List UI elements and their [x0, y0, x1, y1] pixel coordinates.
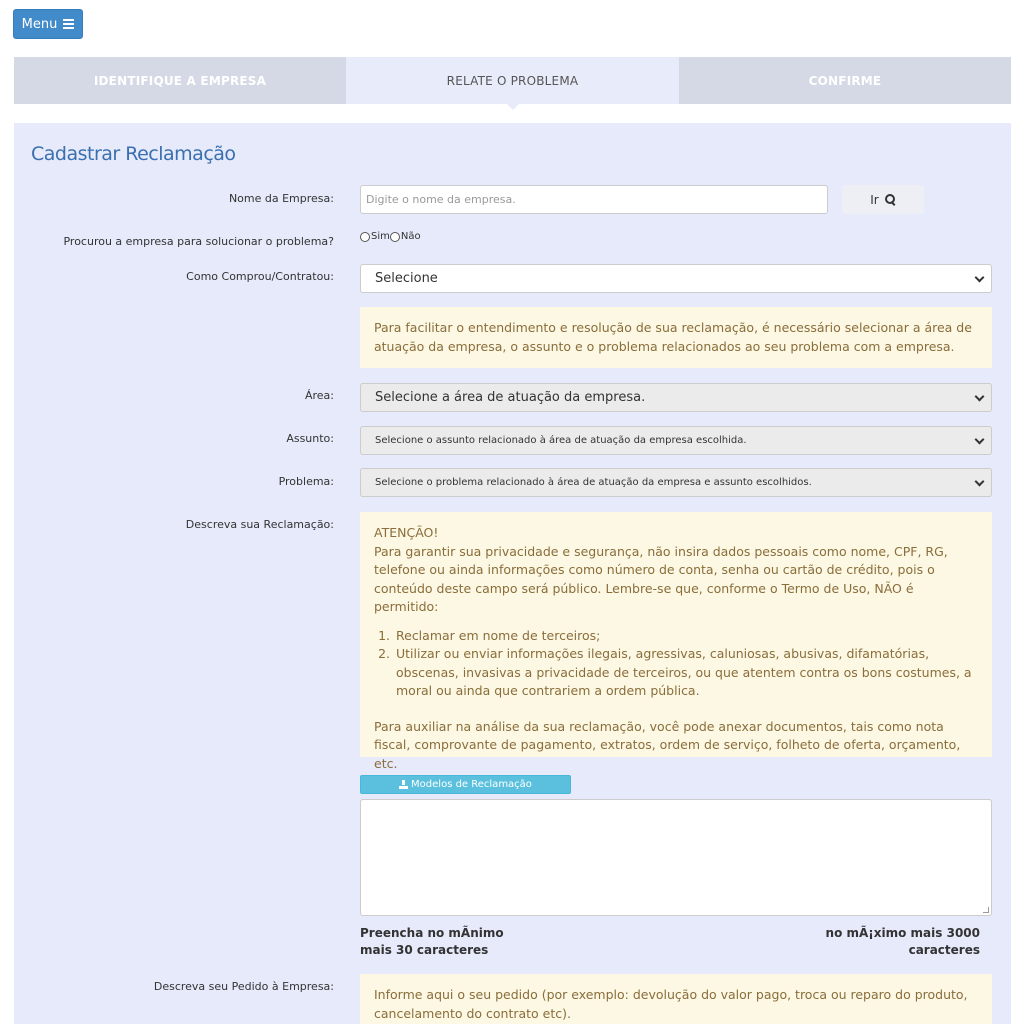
classification-notice: Para facilitar o entendimento e resolução de sua reclamação, é necessário selecionar a área de atuação da empresa, o assunto e o problema relacionados ao seu problema com a empresa. — [360, 307, 992, 368]
min-hint-line: mais 30 caracteres — [360, 943, 489, 957]
max-hint-line: caracteres — [908, 943, 980, 957]
attach-text: Para auxiliar na análise da sua reclamação, você pode anexar documentos, tais como nota fiscal, comprovante de pagamento, extratos, ordem de serviço, folheto de oferta, orçamento, etc. — [374, 718, 961, 771]
problem-label: Problema: — [278, 475, 334, 488]
contacted-radio-group — [360, 231, 421, 242]
subject-select[interactable] — [360, 426, 992, 455]
resize-handle-icon[interactable] — [983, 907, 989, 913]
purchase-select[interactable] — [360, 264, 992, 293]
complaint-form-panel — [14, 123, 1011, 1024]
contacted-no-radio[interactable] — [390, 232, 400, 242]
chevron-down-icon — [975, 476, 985, 486]
max-hint-line: no mÃ¡ximo mais 3000 — [825, 926, 980, 940]
purchase-label: Como Comprou/Contratou: — [186, 270, 334, 283]
step-identify-company[interactable]: IDENTIFIQUE A EMPRESA — [14, 57, 346, 104]
request-notice: Informe aqui o seu pedido (por exemplo: devolução do valor pago, troca ou reparo do produto, cancelamento do contrato etc). — [360, 974, 992, 1024]
area-label: Área: — [304, 389, 334, 402]
contacted-label: Procurou a empresa para solucionar o problema? — [63, 235, 334, 248]
subject-label: Assunto: — [286, 432, 334, 445]
privacy-warning — [360, 512, 992, 771]
problem-select[interactable] — [360, 468, 992, 497]
menu-button[interactable] — [13, 9, 83, 39]
complaint-label: Descreva sua Reclamação: — [185, 518, 334, 531]
max-chars-hint — [826, 925, 980, 959]
menu-label: Menu — [21, 16, 58, 32]
step-confirm[interactable]: CONFIRME — [679, 57, 1011, 104]
download-icon — [399, 780, 408, 789]
contacted-yes-label: Sim — [371, 231, 390, 242]
company-search-placeholder: Digite o nome da empresa. — [366, 193, 516, 206]
warning-text: Para garantir sua privacidade e segurança, não insira dados pessoais como nome, CPF, RG, telefone ou ainda informações como número de conta, senha ou cartão de crédito, pois o conteúdo deste campo será público. Lembre-se que, conforme o Termo de Uso, NÃO é permitido: — [374, 543, 948, 614]
rules-list — [394, 627, 978, 701]
area-select[interactable] — [360, 383, 992, 412]
company-search-button[interactable] — [842, 185, 924, 214]
complaint-templates-button[interactable] — [360, 775, 571, 794]
purchase-select-value: Selecione — [375, 271, 438, 286]
subject-select-value: Selecione o assunto relacionado à área de atuação da empresa escolhida. — [375, 435, 747, 446]
templates-label: Modelos de Reclamação — [411, 779, 532, 790]
request-label: Descreva seu Pedido à Empresa: — [153, 980, 334, 993]
rule-item: 2. Utilizar ou enviar informações ilegais, agressivas, caluniosas, abusivas, difamatórias, obscenas, invasivas a privacidade de terceiros, ou que atentem contra os bons costumes, a moral ou ainda que contrariem a ordem pública. — [394, 645, 978, 701]
min-chars-hint — [360, 925, 504, 959]
page-title: Cadastrar Reclamação — [31, 143, 236, 165]
search-icon — [885, 194, 896, 205]
go-label: Ir — [870, 192, 879, 207]
chevron-down-icon — [975, 434, 985, 444]
warning-title: ATENÇÃO! — [374, 525, 439, 540]
rule-item: 1. Reclamar em nome de terceiros; — [394, 627, 978, 646]
problem-select-value: Selecione o problema relacionado à área de atuação da empresa e assunto escolhidos. — [375, 477, 812, 488]
contacted-yes-radio[interactable] — [360, 232, 370, 242]
min-hint-line: Preencha no mÃnimo — [360, 926, 504, 940]
hamburger-icon — [63, 19, 74, 29]
complaint-textarea[interactable] — [360, 799, 992, 916]
area-select-value: Selecione a área de atuação da empresa. — [375, 390, 646, 405]
contacted-no-label: Não — [400, 231, 421, 242]
chevron-down-icon — [975, 272, 985, 282]
company-label: Nome da Empresa: — [228, 192, 334, 205]
wizard-steps — [14, 57, 1011, 104]
step-report-problem[interactable]: RELATE O PROBLEMA — [346, 57, 679, 104]
chevron-down-icon — [975, 391, 985, 401]
company-search-input[interactable] — [360, 185, 828, 214]
